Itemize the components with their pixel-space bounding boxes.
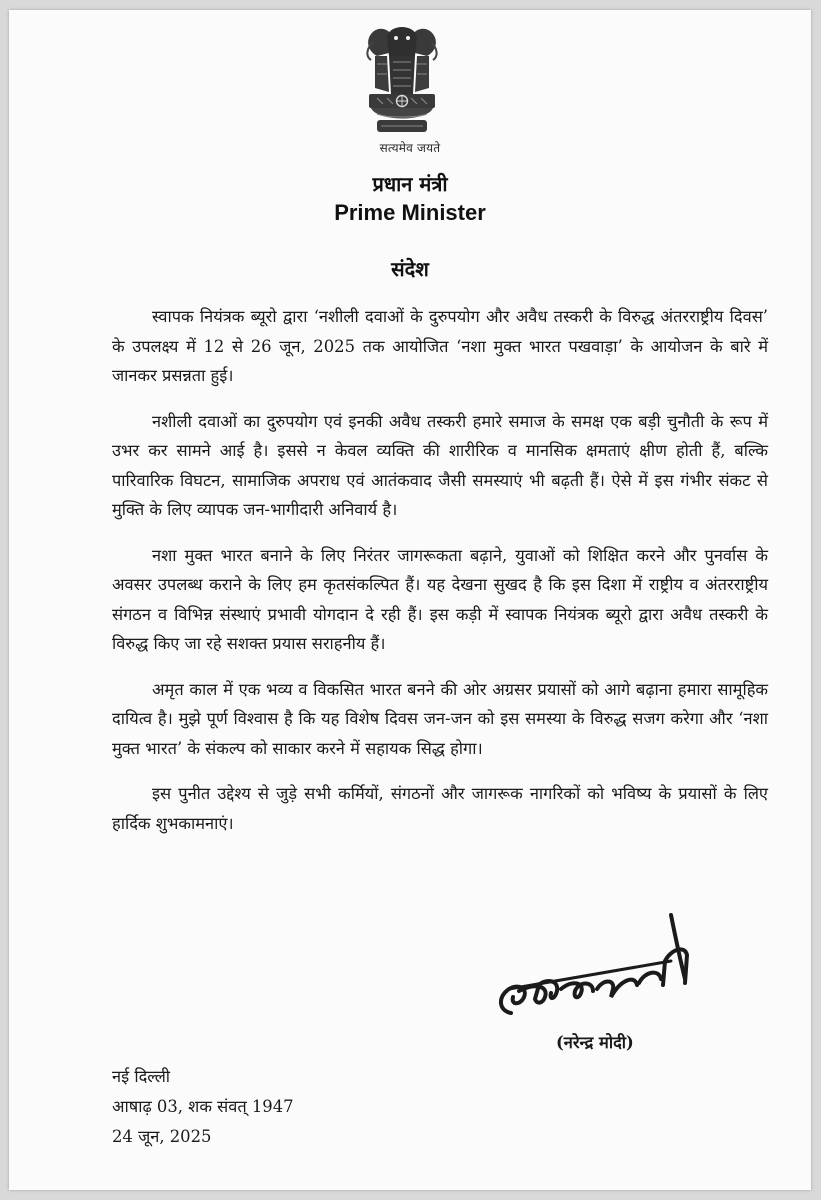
message-heading: संदेश xyxy=(391,257,429,281)
message-paragraph: इस पुनीत उद्देश्य से जुड़े सभी कर्मियों, संगठनों और जागरूक नागरिकों को भविष्य के प्रयासों के लिए हार्दिक शुभकामनाएं। xyxy=(112,784,768,833)
gregorian-date: 24 जून, 2025 xyxy=(112,1127,212,1146)
place: नई दिल्ली xyxy=(112,1067,171,1086)
message-paragraph: नशीली दवाओं का दुरुपयोग एवं इनकी अवैध तस्करी हमारे समाज के समक्ष एक बड़ी चुनौती के रूप में उभर कर सामने आई है। इससे न केवल व्यक्ति की शारीरिक व मानसिक क्षमताएं क्षीण होती हैं, बल्कि पारिवारिक विघटन, सामाजिक अपराध एवं आतंकवाद जैसी समस्याएं भी बढ़ती हैं। ऐसे में इस गंभीर संकट से मुक्ति के लिए व्यापक जन-भागीदारी अनिवार्य है। xyxy=(112,411,768,519)
handwritten-signature xyxy=(489,905,699,1020)
letter-page xyxy=(9,10,811,1190)
national-emblem-icon xyxy=(347,22,457,152)
office-title-english: Prime Minister xyxy=(334,200,486,225)
emblem-motto: सत्यमेव जयते xyxy=(379,141,441,155)
place-and-date xyxy=(112,1062,294,1152)
message-body xyxy=(112,302,768,854)
message-paragraph: नशा मुक्त भारत बनाने के लिए निरंतर जागरूकता बढ़ाने, युवाओं को शिक्षित करने और पुनर्वास के अवसर उपलब्ध कराने के लिए हम कृतसंकल्पित हैं। यह देखना सुखद है कि इस दिशा में राष्ट्रीय व अंतरराष्ट्रीय संगठन व विभिन्न संस्थाएं प्रभावी योगदान दे रही हैं। इस कड़ी में स्वापक नियंत्रक ब्यूरो द्वारा अवैध तस्करी के विरुद्ध किए जा रहे सशक्त प्रयास सराहनीय हैं। xyxy=(112,545,768,653)
message-paragraph: स्वापक नियंत्रक ब्यूरो द्वारा ‘नशीली दवाओं के दुरुपयोग और अवैध तस्करी के विरुद्ध अंतरराष्ट्रीय दिवस’ के उपलक्ष्य में 12 से 26 जून, 2025 तक आयोजित ‘नशा मुक्त भारत पखवाड़ा’ के आयोजन के बारे में जानकर प्रसन्नता हुई। xyxy=(112,307,768,385)
saka-date: आषाढ़ 03, शक संवत् 1947 xyxy=(112,1097,294,1116)
office-title-hindi: प्रधान मंत्री xyxy=(372,172,448,196)
signatory-name: (नरेन्द्र मोदी) xyxy=(556,1033,634,1052)
message-paragraph: अमृत काल में एक भव्य व विकसित भारत बनने की ओर अग्रसर प्रयासों को आगे बढ़ाना हमारा सामूहिक दायित्व है। मुझे पूर्ण विश्वास है कि यह विशेष दिवस जन-जन को इस समस्या के विरुद्ध सजग करेगा और ‘नशा मुक्त भारत’ के संकल्प को साकार करने में सहायक सिद्ध होगा। xyxy=(112,679,768,758)
